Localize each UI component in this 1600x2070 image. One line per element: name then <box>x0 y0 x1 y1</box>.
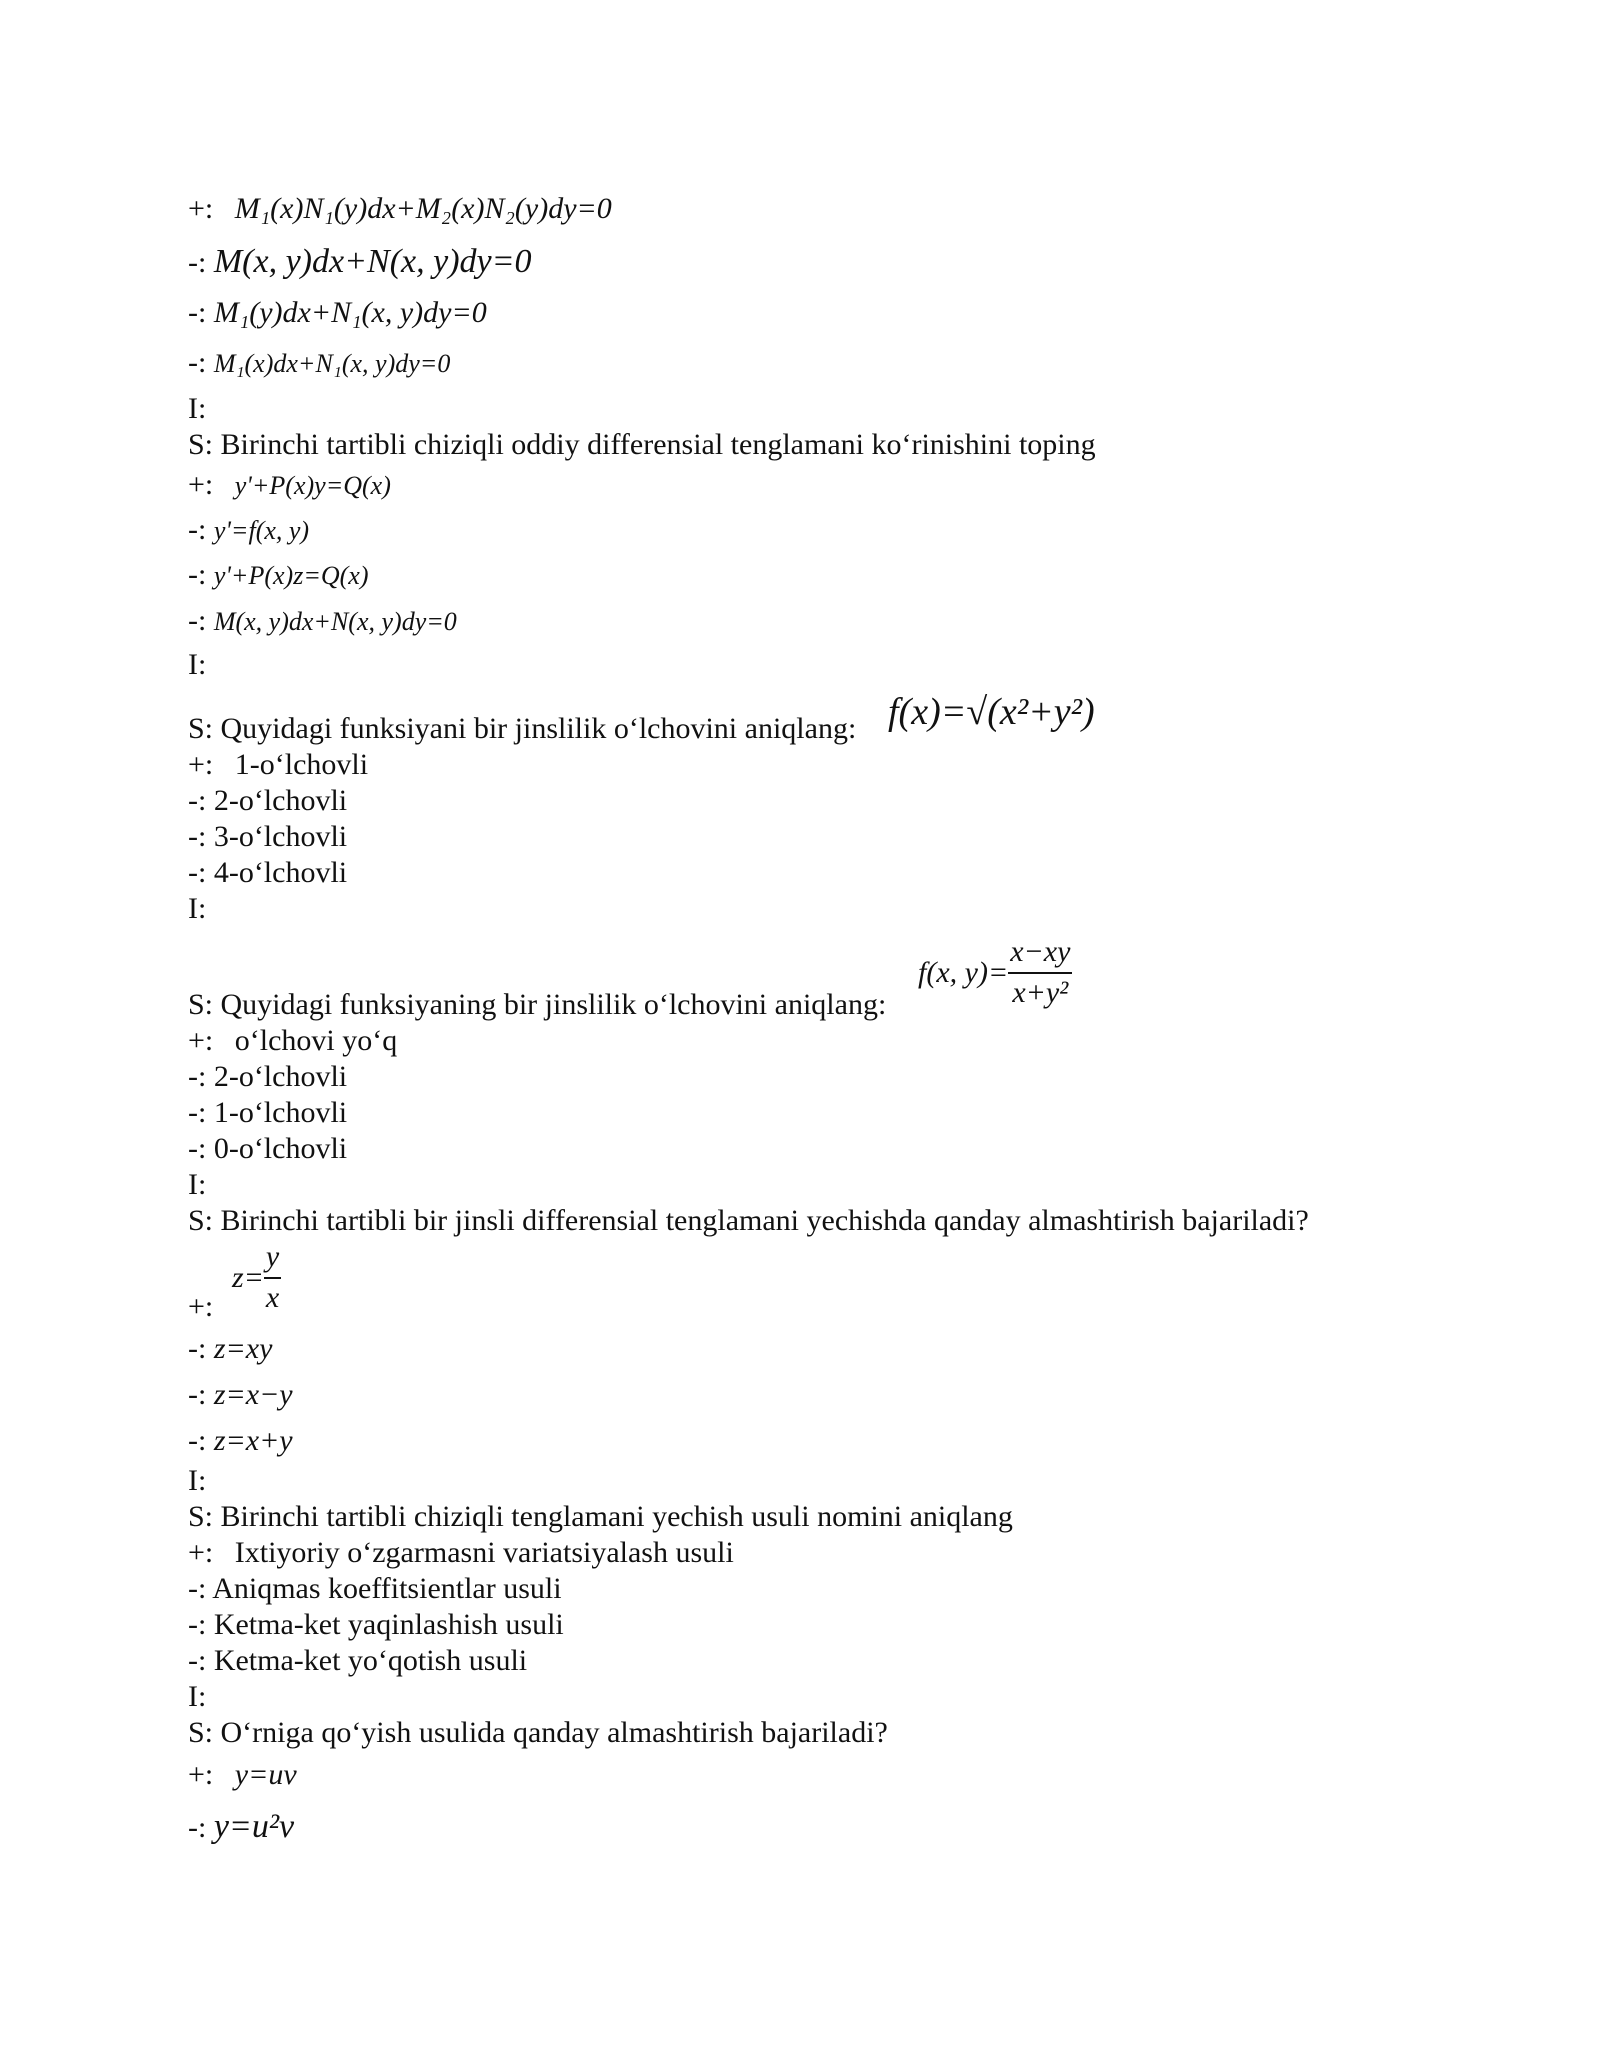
answer-text: Ketma-ket yaqinlashish usuli <box>213 1608 564 1641</box>
correct-mark: +: <box>188 1758 214 1791</box>
answer-line <box>188 513 309 548</box>
wrong-mark: -: <box>188 820 207 853</box>
answer-line <box>188 1810 294 1845</box>
answer-text: 0-o‘lchovli <box>213 1132 348 1165</box>
answer-line <box>188 468 391 503</box>
formula-fraction <box>264 1240 281 1315</box>
formula-answer: M(x, y)dx+N(x, y)dy=0 <box>213 607 457 636</box>
wrong-mark: -: <box>188 1132 207 1165</box>
answer-line <box>188 1024 397 1058</box>
formula-answer: M₁(x)N₁(y)dx+M₂(x)N₂(y)dy=0 <box>234 192 612 225</box>
question-formula: f(x)=√(x²+y²) <box>888 691 1095 733</box>
answer-line <box>188 192 612 226</box>
item-marker: I: <box>188 1464 207 1497</box>
formula-answer <box>232 1240 281 1315</box>
wrong-mark: -: <box>188 1608 207 1641</box>
wrong-mark: -: <box>188 346 207 379</box>
fraction-denominator: x+y² <box>1012 975 1069 1009</box>
answer-text: o‘lchovi yo‘q <box>234 1024 398 1057</box>
answer-line <box>188 604 457 639</box>
item-marker: I: <box>188 648 207 681</box>
fraction-denominator: x <box>265 1280 280 1314</box>
item-marker: I: <box>188 1680 207 1713</box>
formula-answer: M₁(x)dx+N₁(x, y)dy=0 <box>213 349 451 378</box>
wrong-mark: -: <box>188 1572 207 1605</box>
answer-text: Ketma-ket yo‘qotish usuli <box>213 1644 528 1677</box>
formula-answer: M(x, y)dx+N(x, y)dy=0 <box>213 243 532 280</box>
answer-line <box>188 1758 297 1792</box>
correct-mark: +: <box>188 1536 214 1569</box>
answer-text: 4-o‘lchovli <box>213 856 348 889</box>
answer-line <box>188 1536 734 1570</box>
question-formula <box>918 935 1072 1010</box>
correct-mark: +: <box>188 1024 214 1057</box>
answer-line <box>188 748 368 782</box>
wrong-mark: -: <box>188 784 207 817</box>
question-stem: S: Birinchi tartibli chiziqli oddiy differensial tenglamani ko‘rinishini toping <box>188 428 1096 461</box>
answer-text: 2-o‘lchovli <box>213 784 348 817</box>
formula-answer: y'+P(x)y=Q(x) <box>234 471 391 500</box>
item-marker: I: <box>188 1168 207 1201</box>
formula-fraction <box>1008 935 1072 1010</box>
formula-answer: z=x−y <box>213 1378 293 1411</box>
answer-line <box>188 1096 347 1130</box>
answer-line <box>188 1424 293 1458</box>
item-marker: I: <box>188 892 207 925</box>
answer-text: Aniqmas koeffitsientlar usuli <box>212 1572 562 1605</box>
item-marker: I: <box>188 392 207 425</box>
answer-line <box>188 1132 347 1166</box>
formula-answer: y'+P(x)z=Q(x) <box>213 561 369 590</box>
question-stem: S: O‘rniga qo‘yish usulida qanday almashtirish bajariladi? <box>188 1716 888 1749</box>
answer-text: 1-o‘lchovli <box>213 1096 348 1129</box>
answer-line <box>188 784 347 818</box>
fraction-numerator: y <box>264 1240 281 1279</box>
question-stem: S: Birinchi tartibli chiziqli tenglamani yechish usuli nomini aniqlang <box>188 1500 1013 1533</box>
wrong-mark: -: <box>188 246 207 279</box>
answer-text: Ixtiyoriy o‘zgarmasni variatsiyalash usuli <box>234 1536 734 1569</box>
formula-answer: y'=f(x, y) <box>213 516 310 545</box>
answer-line <box>188 856 347 890</box>
wrong-mark: -: <box>188 296 207 329</box>
answer-line <box>188 820 347 854</box>
wrong-mark: -: <box>188 513 207 546</box>
answer-text: 1-o‘lchovli <box>234 748 369 781</box>
wrong-mark: -: <box>188 1332 207 1365</box>
wrong-mark: -: <box>188 558 207 591</box>
answer-line <box>188 1060 347 1094</box>
answer-text: 2-o‘lchovli <box>213 1060 348 1093</box>
correct-mark: +: <box>188 1290 214 1323</box>
correct-mark: +: <box>188 468 214 501</box>
formula-answer: z=x+y <box>213 1424 293 1457</box>
formula-lhs: f(x, y)= <box>918 955 1009 989</box>
wrong-mark: -: <box>188 1060 207 1093</box>
answer-line <box>188 296 487 330</box>
answer-line <box>188 245 532 280</box>
wrong-mark: -: <box>188 1424 207 1457</box>
wrong-mark: -: <box>188 1811 207 1844</box>
answer-line <box>188 346 450 381</box>
answer-line <box>188 558 369 593</box>
formula-answer: M₁(y)dx+N₁(x, y)dy=0 <box>213 296 487 329</box>
wrong-mark: -: <box>188 1644 207 1677</box>
answer-line <box>188 1332 272 1366</box>
correct-mark: +: <box>188 192 214 225</box>
answer-line <box>188 1572 562 1606</box>
answer-line <box>188 1378 293 1412</box>
formula-lhs: z= <box>232 1260 264 1294</box>
formula-answer: z=xy <box>213 1332 273 1365</box>
answer-line <box>188 1608 564 1642</box>
formula-answer: y=u²v <box>213 1808 295 1845</box>
wrong-mark: -: <box>188 856 207 889</box>
correct-mark: +: <box>188 748 214 781</box>
fraction-numerator: x−xy <box>1008 935 1072 974</box>
answer-text: 3-o‘lchovli <box>213 820 348 853</box>
question-stem: S: Quyidagi funksiyani bir jinslilik o‘lchovini aniqlang: <box>188 712 857 745</box>
wrong-mark: -: <box>188 1378 207 1411</box>
formula-answer: y=uv <box>234 1758 297 1791</box>
wrong-mark: -: <box>188 1096 207 1129</box>
wrong-mark: -: <box>188 604 207 637</box>
answer-line <box>188 1644 527 1678</box>
question-stem: S: Quyidagi funksiyaning bir jinslilik o‘lchovini aniqlang: <box>188 988 887 1021</box>
question-stem: S: Birinchi tartibli bir jinsli differensial tenglamani yechishda qanday almashtirish bajariladi? <box>188 1204 1309 1237</box>
